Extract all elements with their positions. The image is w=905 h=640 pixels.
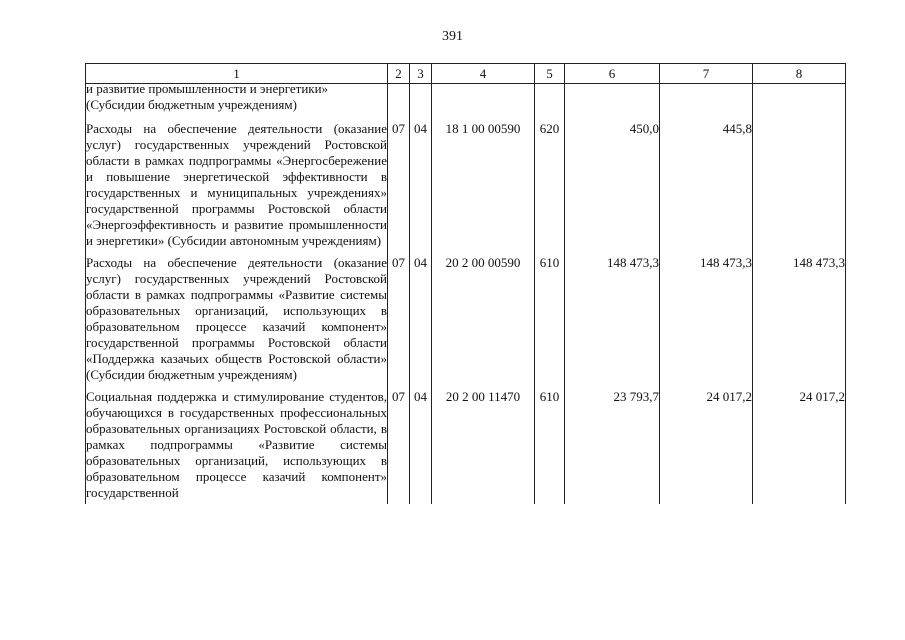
row-description: Социальная поддержка и стимулирование студентов, обучающихся в государственных профессиональных образовательных организациях Ростовской области, в рамках подпрограммы «Развитие системы образовательных организаций, использующих в образовательном процессе казачий компонент» государственной (86, 386, 388, 504)
cell-amount-2: 24 017,2 (660, 386, 753, 504)
header-col-7: 7 (660, 64, 753, 84)
cell-section (388, 84, 410, 119)
header-col-8: 8 (753, 64, 846, 84)
cell-amount-2: 445,8 (660, 118, 753, 252)
cell-amount-3 (753, 118, 846, 252)
cell-subsection: 04 (410, 118, 432, 252)
header-col-6: 6 (565, 64, 660, 84)
cell-expense-type (535, 84, 565, 119)
header-col-2: 2 (388, 64, 410, 84)
cell-target-article (432, 84, 535, 119)
cell-section: 07 (388, 386, 410, 504)
table-row (86, 252, 846, 386)
table-row (86, 386, 846, 504)
table-row (86, 118, 846, 252)
row-description: Расходы на обеспечение деятельности (оказание услуг) государственных учреждений Ростовской области в рамках подпрограммы «Развитие системы образовательных организаций, использующих в образовательном процессе казачий компонент» государственной программы Ростовской области «Поддержка казачьих обществ Ростовской области» (Субсидии бюджетным учреждениям) (86, 252, 388, 386)
cell-expense-type: 610 (535, 386, 565, 504)
cell-amount-3 (753, 84, 846, 119)
page-number: 391 (442, 29, 463, 44)
cell-amount-3: 24 017,2 (753, 386, 846, 504)
cell-amount-1: 450,0 (565, 118, 660, 252)
cell-target-article: 20 2 00 00590 (432, 252, 535, 386)
cell-amount-1: 23 793,7 (565, 386, 660, 504)
cell-target-article: 18 1 00 00590 (432, 118, 535, 252)
cell-amount-2 (660, 84, 753, 119)
cell-amount-1 (565, 84, 660, 119)
cell-amount-3: 148 473,3 (753, 252, 846, 386)
cell-subsection: 04 (410, 252, 432, 386)
cell-expense-type: 620 (535, 118, 565, 252)
cell-amount-2: 148 473,3 (660, 252, 753, 386)
header-col-3: 3 (410, 64, 432, 84)
row-description (86, 81, 388, 119)
cell-subsection (410, 84, 432, 119)
cell-subsection: 04 (410, 386, 432, 504)
cell-amount-1: 148 473,3 (565, 252, 660, 386)
header-col-5: 5 (535, 64, 565, 84)
row-description-line: (Субсидии бюджетным учреждениям) (86, 97, 297, 112)
cell-section: 07 (388, 252, 410, 386)
budget-table (85, 63, 846, 504)
header-col-4: 4 (432, 64, 535, 84)
table-row (86, 84, 846, 119)
cell-section: 07 (388, 118, 410, 252)
cell-target-article: 20 2 00 11470 (432, 386, 535, 504)
row-description-line: и развитие промышленности и энергетики» (86, 81, 329, 96)
cell-expense-type: 610 (535, 252, 565, 386)
header-col-1: 1 (86, 64, 388, 84)
row-description: Расходы на обеспечение деятельности (оказание услуг) государственных учреждений Ростовской области в рамках подпрограммы «Энергосбережение и повышение энергетической эффективности в государственных и муниципальных учреждениях» государственной программы Ростовской области «Энергоэффективность и развитие промышленности и энергетики» (Субсидии автономным учреждениям) (86, 118, 388, 252)
